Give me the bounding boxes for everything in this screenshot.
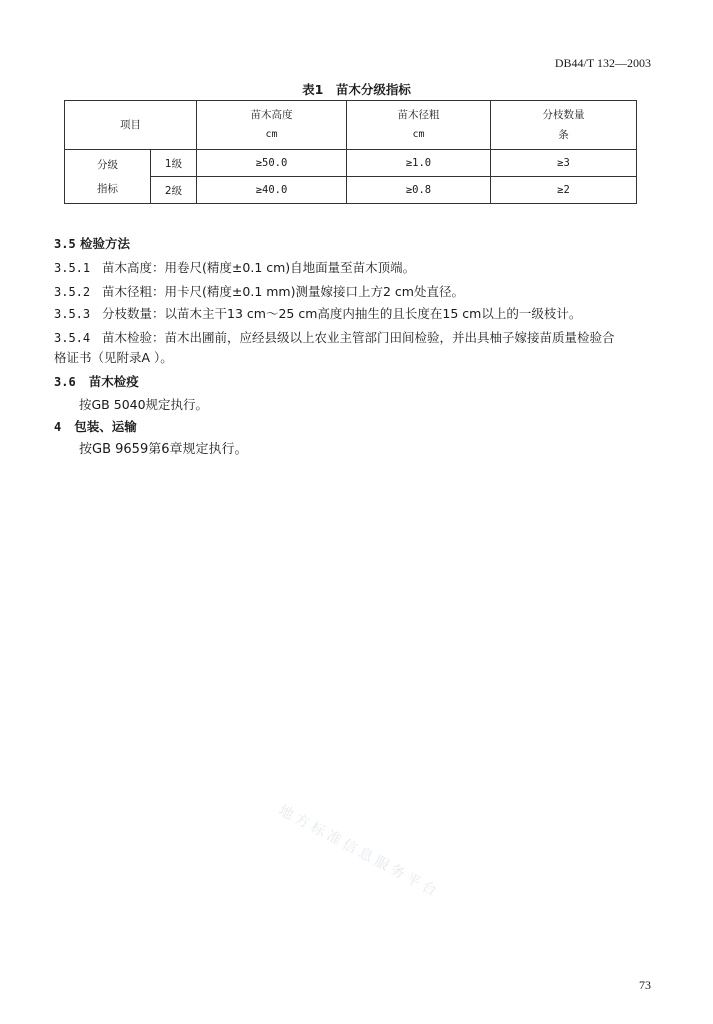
clause-number: 3.5.1 — [54, 261, 91, 275]
section-4-heading — [54, 419, 654, 435]
column-label: 苗木径粗 — [397, 109, 440, 121]
column-unit: 条 — [558, 129, 569, 141]
group-label — [65, 150, 151, 204]
column-header-branches — [491, 101, 637, 150]
clause-3-5-3 — [54, 306, 654, 322]
diameter-cell: ≥1.0 — [347, 150, 491, 177]
page-number: 73 — [639, 978, 651, 992]
clause-3-5-4-continued: 格证书（见附录A ）。 — [54, 350, 173, 365]
table-row — [65, 177, 637, 204]
section-number: 4 — [54, 420, 62, 434]
clause-number: 3.5.3 — [54, 307, 91, 321]
clause-3-5-2 — [54, 284, 654, 300]
section-3-6-heading — [54, 374, 654, 390]
group-label-line: 指标 — [97, 182, 118, 195]
diameter-cell: ≥0.8 — [347, 177, 491, 204]
column-header-diameter — [347, 101, 491, 150]
clause-text: 苗木径粗：用卡尺(精度±0.1 mm)测量嫁接口上方2 cm处直径。 — [102, 284, 464, 299]
section-title: 苗木检疫 — [88, 374, 139, 389]
branches-cell: ≥3 — [491, 150, 637, 177]
grade-cell: 1级 — [151, 150, 197, 177]
column-label: 苗木高度 — [250, 109, 293, 121]
column-header-height — [197, 101, 347, 150]
watermark: 地方标准信息服务平台 — [276, 802, 443, 902]
column-unit: cm — [265, 129, 278, 140]
section-number: 3.6 — [54, 375, 76, 389]
column-label: 分枝数量 — [542, 109, 585, 121]
clause-3-5-4 — [54, 330, 654, 346]
section-4-text: 按GB 9659第6章规定执行。 — [79, 442, 248, 457]
clause-number: 3.5.4 — [54, 331, 91, 345]
grade-cell: 2级 — [151, 177, 197, 204]
branches-cell: ≥2 — [491, 177, 637, 204]
clause-text: 苗木检验：苗木出圃前，应经县级以上农业主管部门田间检验，并出具柚子嫁接苗质量检验合 — [102, 330, 615, 345]
section-number: 3.5 — [54, 237, 76, 251]
column-unit: cm — [412, 129, 425, 140]
clause-text: 苗木高度：用卷尺(精度±0.1 cm)自地面量至苗木顶端。 — [102, 260, 416, 275]
corner-label: 项目 — [65, 101, 197, 150]
section-3-6-text: 按GB 5040规定执行。 — [79, 397, 209, 412]
section-3-5-heading — [54, 236, 654, 252]
clause-number: 3.5.2 — [54, 285, 91, 299]
grading-table — [64, 100, 637, 204]
height-cell: ≥50.0 — [197, 150, 347, 177]
clause-3-5-1 — [54, 260, 654, 276]
table-caption: 表1 苗木分级指标 — [302, 82, 411, 97]
table-header-row — [65, 101, 637, 150]
section-title: 包装、运输 — [74, 419, 137, 434]
clause-text: 分枝数量：以苗木主干13 cm～25 cm高度内抽生的且长度在15 cm以上的一级枝计。 — [102, 306, 582, 321]
height-cell: ≥40.0 — [197, 177, 347, 204]
document-code: DB44/T 132—2003 — [554, 56, 651, 70]
table-row — [65, 150, 637, 177]
section-title: 检验方法 — [80, 236, 131, 251]
group-label-line: 分级 — [97, 158, 118, 171]
